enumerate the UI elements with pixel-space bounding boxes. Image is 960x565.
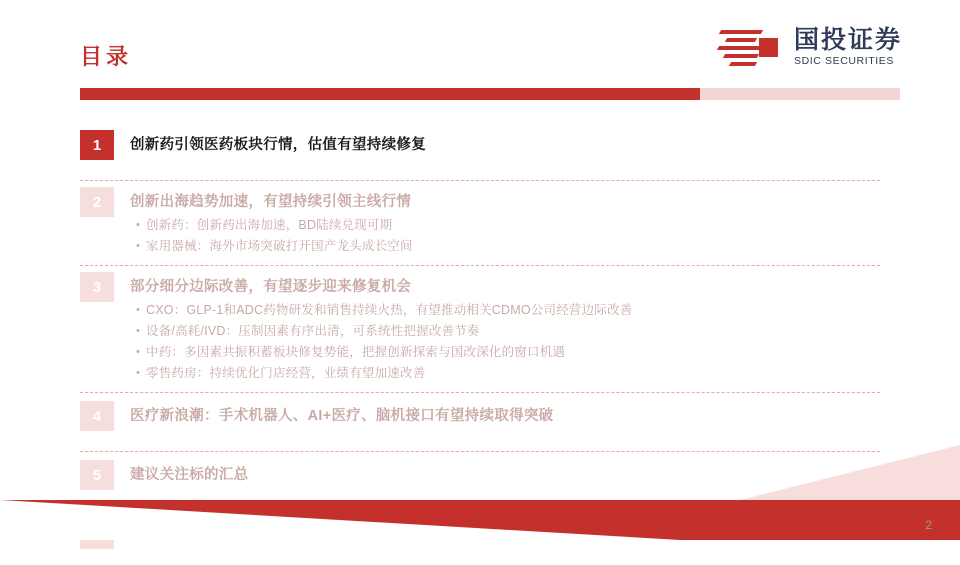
- agenda-heading-1: 创新药引领医药板块行情，估值有望持续修复: [130, 137, 426, 153]
- list-item: [130, 300, 880, 321]
- list-item: [130, 236, 880, 257]
- agenda-heading-3: 部分细分边际改善，有望逐步迎来修复机会: [130, 279, 412, 295]
- agenda-item-3[interactable]: [80, 266, 880, 393]
- agenda-heading-5: 建议关注标的汇总: [130, 467, 249, 483]
- company-logo: [718, 24, 902, 70]
- agenda-heading-2: 创新出海趋势加速，有望持续引领主线行情: [130, 194, 412, 210]
- title-underline-bar-light: [700, 88, 900, 100]
- agenda-subitem-label: 创新药：创新药出海加速，BD陆续兑现可期: [146, 218, 393, 232]
- bullet-icon: •: [135, 304, 141, 316]
- logo-mark-icon: [718, 24, 784, 70]
- agenda-item-1[interactable]: [80, 130, 880, 181]
- page-title: 目录: [80, 44, 133, 69]
- agenda-sublist-2: [130, 215, 880, 257]
- bullet-icon: •: [135, 325, 141, 337]
- page-number: 2: [925, 518, 932, 532]
- footer-decoration-light: [740, 445, 960, 500]
- agenda-number-4: 4: [80, 401, 114, 431]
- agenda-number-3: 3: [80, 272, 114, 302]
- agenda-number-5: 5: [80, 460, 114, 490]
- title-underline-bar: [80, 88, 700, 100]
- agenda-sublist-3: [130, 300, 880, 384]
- footer-decoration-white: [0, 500, 680, 540]
- agenda-item-2[interactable]: [80, 181, 880, 266]
- agenda-subitem-label: 家用器械：海外市场突破打开国产龙头成长空间: [146, 239, 413, 253]
- list-item: [130, 321, 880, 342]
- list-item: [130, 215, 880, 236]
- agenda-heading-4: 医疗新浪潮：手术机器人、AI+医疗、脑机接口有望持续取得突破: [130, 408, 554, 424]
- agenda-subitem-label: 设备/高耗/IVD：压制因素有序出清，可系统性把握改善节奏: [146, 324, 480, 338]
- logo-name-cn: 国投证券: [793, 25, 902, 54]
- list-item: [130, 342, 880, 363]
- agenda-subitem-label: CXO：GLP-1和ADC药物研发和销售持续火热，有望推动相关CDMO公司经营边际改善: [146, 303, 633, 317]
- bullet-icon: •: [135, 346, 141, 358]
- agenda-item-4[interactable]: [80, 393, 880, 452]
- logo-name-en: SDIC SECURITIES: [793, 55, 894, 68]
- agenda-number-2: 2: [80, 187, 114, 217]
- agenda-subitem-label: 零售药房：持续优化门店经营，业绩有望加速改善: [146, 366, 426, 380]
- bullet-icon: •: [135, 240, 141, 252]
- bullet-icon: •: [135, 219, 141, 231]
- agenda-number-1: 1: [80, 130, 114, 160]
- bullet-icon: •: [135, 367, 141, 379]
- list-item: [130, 363, 880, 384]
- agenda-subitem-label: 中药：多因素共振积蓄板块修复势能，把握创新探索与国改深化的窗口机遇: [146, 345, 566, 359]
